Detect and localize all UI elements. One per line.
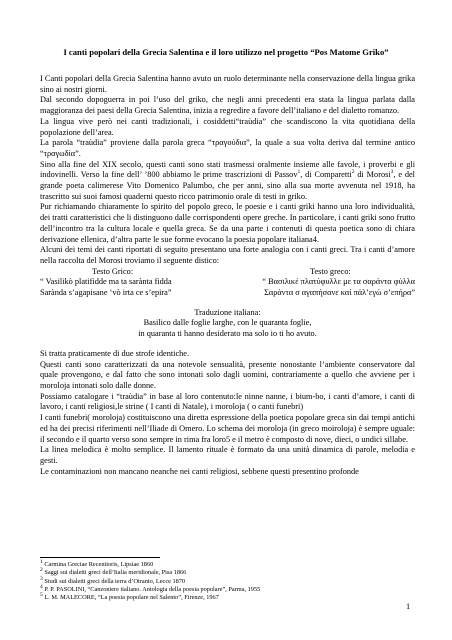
paragraph-sensuality: Questi canti sono caratterizzati da una notevole sensualità, presente nonostante l’ambiente conservatore dal quale provengono, e dal fatto che sono intonati solo dagli uomini, contrariamente a quello che avviene per i moroloja intonati solo dalle donne. [40,359,415,390]
translation-heading: Traduzione italiana: [194,307,261,317]
footnote: $^3$ Studi sui dialetti greci della terra d’Otranto, Lecce 1870 [40,575,186,585]
paragraph-identical: Si tratta praticamente di due strofe identiche. [40,348,190,358]
paragraph-postwar: Dal secondo dopoguerra in poi l’uso del griko, che negli anni precedenti era stata la lingua parlata dalla maggioranza dei paesi della Grecia Salentina, inizia a regredire a favore dell’italiano e del dialetto romanzo. [40,95,415,116]
distich-head-grico: Testo Grico: [92,266,134,276]
distich-line-1 [40,277,415,288]
paragraph-categories: Possiamo catalogare i “traùdia” in base al loro contenuto:le ninne nanne, i bium-bo, i canti d’amore, i canti di lavoro, i canti religiosi,le strine ( I canti di Natale), i moroloja ( o canti funebri) [40,391,415,412]
footnote-ref-2: 2 [351,169,355,176]
transcriptions-text-c: di Morosi [354,170,391,180]
footnote-ref-3: 3 [390,169,394,176]
footnote: $^2$ Saggi sui dialetti greci dell’Italia meridionale, Pisa 1866 [40,567,187,577]
paragraph-melody: La linea melodica è molto semplice. Il lamento rituale è formato da una unità dinamica di parole, melodia e gesti. [40,445,415,465]
distich-greco-line-2: Σαράντα σ αγαπήσανε καί πάλ’εγώ σ’επήρα” [264,288,415,298]
paragraph-individuality: Pur richiamando chiaramente lo spirito del popolo greco, le poesie e i canti griki hanno una loro individualità, dei tratti caratteristici che li distinguono dalle corrispondenti opere greche. In particolare, i canti griki sono frutto dell’incontro tra la cultura locale e quella greca. Se da una parte i contenuti di questa poetica sono di chiara derivazione ellenica, d’altra parte le sue forme evocano la poesia popolare italiana4. [40,202,415,244]
distich-head-greco: Testo greco: [310,266,351,276]
footnote-ref-1: 1 [297,169,301,176]
paragraph-moroloja: I canti funebri( moroloja) costituiscono una diretta espressione della poetica popolare greca sin dai tempi antichi ed ha dei precisi riferimenti nell’Iliade di Omero. Lo schema dei moroloja (in greco moirolo​ja) è sempre uguale: il secondo e il quarto verso sono sempre in rima fra loro5 e il metro è composto di nove, dieci, o undici sillabe. [40,413,415,444]
distich-headers [40,267,415,278]
paragraph-themes: Alcuni dei temi dei canti riportati di seguito presentano una forte analogia con i canti greci. Tra i canti d’amore nella raccolta del Morosi troviamo il seguente distico: [40,245,415,265]
transcriptions-text-a: Sino alla fine del XIX secolo, questi canti sono stati trasmessi oralmente insieme alle favole, i proverbi e gli indovinelli. Verso la fine dell’ ’800 abbiamo le prime trascrizioni di Passov [40,159,415,180]
footnote: $^1$ Carmina Greciae Recentioris, Lipsiae 1860 [40,558,154,568]
distich-line-2 [40,288,415,299]
distich-grico-line-1: “ Vasilikò platifidde ma ta sarànta fidda [40,277,172,287]
document-body [40,74,415,477]
footnote: $^4$ P. P. PASOLINI, “Canzoniere italiano. Antologia della poesia popolare”, Parma, 1955 [40,583,261,593]
transcriptions-text-b: , di Comparetti [300,170,352,180]
paragraph-contamination: Le contaminazioni non mancano neanche nei canti religiosi, sebbene questi presentino profonde [40,466,359,476]
paragraph-transcriptions [40,160,415,203]
transcriptions-text-d: , e del grande poeta calimerese Vito Domenico Palumbo, che per anni, sino alla sua morte avvenuta nel 1918, ha trascritto sui suoi famosi quaderni questo ricco patrimonio orale di testi in griko. [40,170,415,201]
distich-greco-line-1: “ Βασιλικέ πλατύφυλλε με τα σαράντα φύλλα [262,277,415,287]
paragraph-traudia: La lingua vive però nei canti tradizionali, i cosiddetti“traùdia” che scandiscono la vita quotidiana della popolazione dell’area. [40,116,415,137]
page-title: I canti popolari della Grecia Salentina e il loro utilizzo nel progetto “Pos Matome Griko” [63,47,389,57]
translation-line-2: in quaranta ti hanno desiderato ma solo io ti ho avuto. [138,329,317,339]
page-number: 1 [406,602,411,611]
paragraph-etymology: La parola “traùdia” proviene dalla parola greca “τραγούδια”, la quale a sua volta deriva dal termine antico “τραγωδία”. [40,138,415,158]
footnote-divider [40,557,160,558]
paragraph-intro: I Canti popolari della Grecia Salentina hanno avuto un ruolo determinante nella conservazione della lingua grika sino ai nostri giorni. [40,74,415,94]
translation-line-1: Basilico dalle foglie larghe, con le quaranta foglie, [143,318,312,328]
distich-grico-line-2: Sarànda s’agapisane ‘vò irta ce s’epira” [40,288,172,298]
footnotes [40,558,415,602]
footnote: $^5$ L. M. MALECORE, “La poesia popolare nel Salento”, Firenze, 1967 [40,592,219,602]
